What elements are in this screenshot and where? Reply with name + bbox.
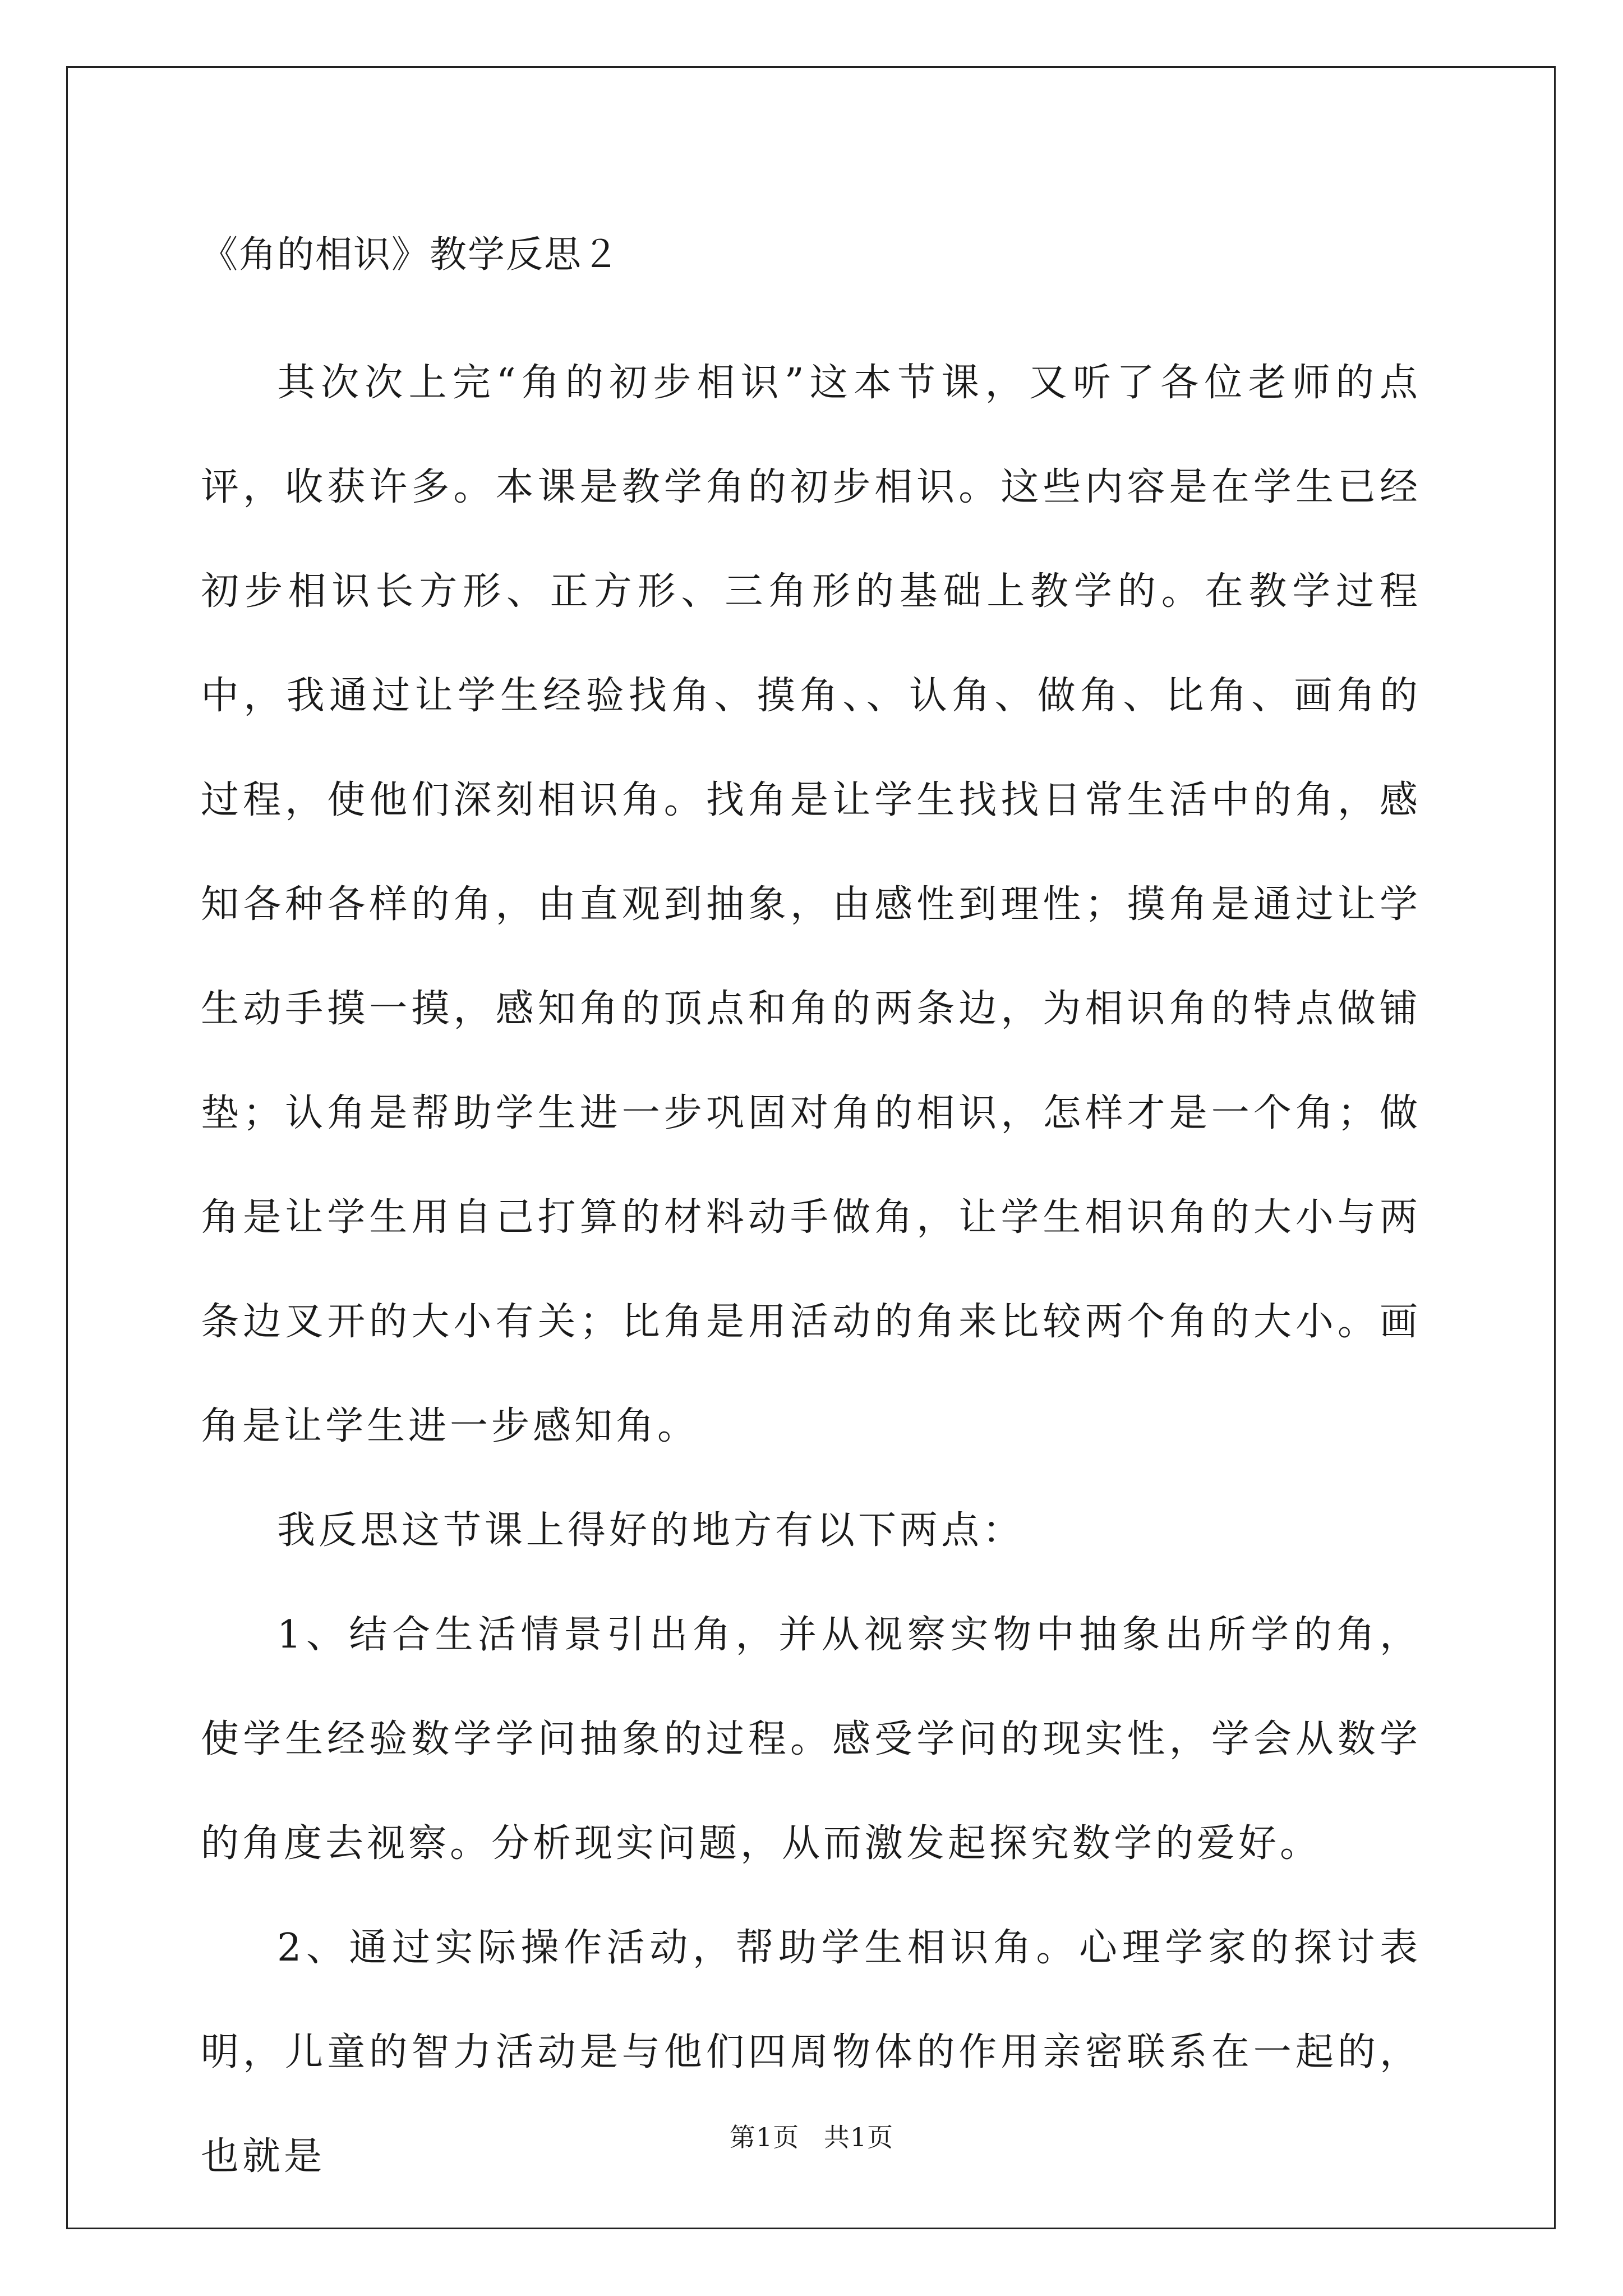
page-footer (0, 2120, 1623, 2154)
page-number-total: 共1页 (823, 2122, 894, 2152)
document-title: 《角的相识》教学反思２ (201, 233, 620, 276)
paragraph-2: 我反思这节课上得好的地方有以下两点： (277, 1508, 1025, 1553)
paragraph-3: 1、结合生活情景引出角，并从视察实物中抽象出所学的角，使学生经验数学学问抽象的过程。感受学问的现实性，学会从数学的角度去视察。分析现实问题，从而激发起探究数学的爱好。 (201, 1613, 1421, 1866)
document-body (201, 230, 1421, 2209)
paragraph-4: 2、通过实际操作活动，帮助学生相识角。心理学家的探讨表明，儿童的智力活动是与他们四周物体的作用亲密联系在一起的，也就是 (201, 1926, 1421, 2179)
page-number-current: 第1页 (729, 2122, 800, 2152)
paragraph-1: 其次次上完“角的初步相识”这本节课，又听了各位老师的点评，收获许多。本课是教学角的初步相识。这些内容是在学生已经初步相识长方形、正方形、三角形的基础上教学的。在教学过程中，我通过让学生经验找角、摸角、、认角、做角、比角、画角的过程，使他们深刻相识角。找角是让学生找找日常生活中的角，感知各种各样的角，由直观到抽象，由感性到理性；摸角是通过让学生动手摸一摸，感知角的顶点和角的两条边，为相识角的特点做铺垫；认角是帮助学生进一步巩固对角的相识，怎样才是一个角；做角是让学生用自己打算的材料动手做角，让学生相识角的大小与两条边叉开的大小有关；比角是用活动的角来比较两个角的大小。画角是让学生进一步感知角。 (201, 361, 1421, 1448)
